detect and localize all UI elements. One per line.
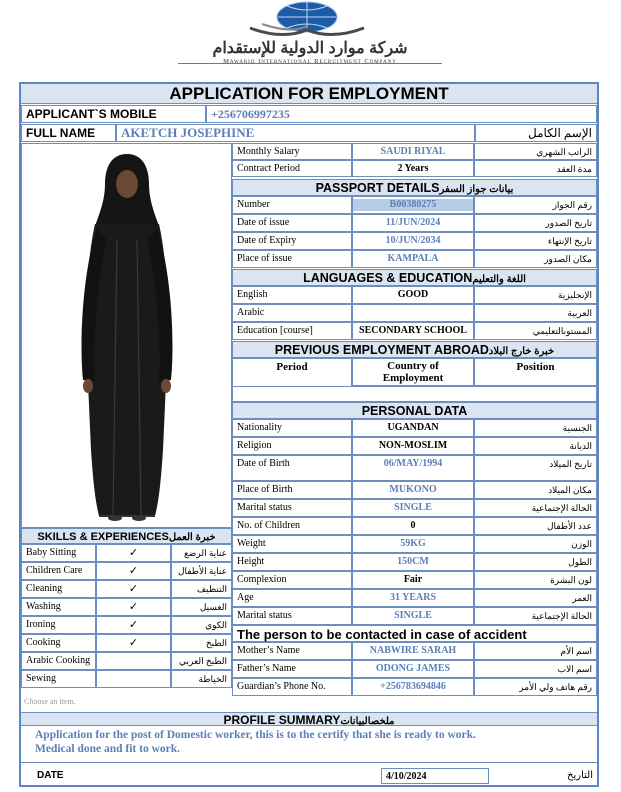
languages-header-ar: اللغة والتعليم [472, 274, 526, 285]
profile-summary-header-ar: ملخصالبيانات [340, 716, 395, 727]
personal-row-4-label: Marital status [232, 499, 352, 517]
personal-row-6-label: Weight [232, 535, 352, 553]
personal-row-7-label: Height [232, 553, 352, 571]
skill-row-6-ar: الطبخ العربي [171, 652, 232, 670]
abroad-col-period: Period [232, 358, 352, 386]
personal-row-10-label: Marital status [232, 607, 352, 625]
personal-row-9-value: 31 YEARS [352, 589, 474, 607]
personal-row-9-ar: العمر [474, 589, 597, 607]
abroad-header-ar: خبرة خارج البلاد [488, 346, 555, 357]
personal-row-5-value: 0 [352, 517, 474, 535]
passport-row-2-value: 10/JUN/2034 [352, 232, 474, 250]
skill-row-2-check: ✓ [96, 580, 171, 598]
contact-row-0-label: Mother’s Name [232, 642, 352, 660]
personal-row-0-value: UGANDAN [352, 419, 474, 437]
skills-header-en: SKILLS & EXPERIENCES [37, 531, 169, 543]
fullname-ar: الإسم الكامل [475, 124, 597, 142]
personal-row-1-ar: الديانة [474, 437, 597, 455]
contract-row-1-value: 2 Years [352, 160, 474, 177]
skill-row-6-label: Arabic Cooking [21, 652, 96, 670]
languages-row-1-label: Arabic [232, 304, 352, 322]
company-name-ar: شركة موارد الدولية للإستقدام [212, 40, 408, 57]
skill-row-2-ar: التنظيف [171, 580, 232, 598]
contact-row-0-value: NABWIRE SARAH [352, 642, 474, 660]
passport-row-0-ar: رقم الجواز [474, 196, 597, 214]
contract-row-1-label: Contract Period [232, 160, 352, 177]
skill-row-5-check: ✓ [96, 634, 171, 652]
personal-row-2-ar: تاريخ الميلاد [474, 455, 597, 481]
personal-header [232, 402, 597, 419]
skills-header-ar: خبرة العمل [168, 532, 216, 543]
form-title: APPLICATION FOR EMPLOYMENT [21, 84, 597, 104]
skills-header [21, 528, 232, 544]
skill-row-3-check: ✓ [96, 598, 171, 616]
passport-row-1-ar: تاريخ الصدور [474, 214, 597, 232]
mobile-label: APPLICANT`S MOBILE [21, 105, 206, 123]
applicant-photo [21, 143, 232, 528]
skill-row-1-label: Children Care [21, 562, 96, 580]
abroad-header-en: PREVIOUS EMPLOYMENT ABROAD [274, 343, 489, 357]
languages-row-1-value [352, 304, 474, 322]
mobile-value: +256706997235 [206, 105, 597, 123]
contact-row-2-ar: رقم هاتف ولي الأمر [474, 678, 597, 696]
contact-row-2-value: +256783694846 [352, 678, 474, 696]
profile-summary-header [21, 712, 597, 726]
personal-row-8-label: Complexion [232, 571, 352, 589]
contact-row-0-ar: اسم الأم [474, 642, 597, 660]
skill-row-6-check [96, 652, 171, 670]
languages-row-0-value: GOOD [352, 286, 474, 304]
skill-row-0-check: ✓ [96, 544, 171, 562]
personal-row-8-ar: لون البشرة [474, 571, 597, 589]
personal-row-4-ar: الحالة الإجتماعية [474, 499, 597, 517]
skill-row-2-label: Cleaning [21, 580, 96, 598]
contact-row-1-label: Father’s Name [232, 660, 352, 678]
date-label: DATE [37, 770, 64, 781]
passport-row-1-label: Date of issue [232, 214, 352, 232]
choose-item-placeholder[interactable]: Choose an item. [24, 697, 76, 706]
passport-row-2-ar: تاريخ الإنتهاء [474, 232, 597, 250]
personal-row-9-label: Age [232, 589, 352, 607]
abroad-col-country: Country of Employment [352, 358, 474, 386]
contact-row-1-ar: اسم الاب [474, 660, 597, 678]
personal-header-en: PERSONAL DATA [361, 404, 468, 418]
applicant-figure-icon [77, 150, 177, 522]
languages-header-en: LANGUAGES & EDUCATION [303, 271, 473, 285]
personal-row-1-value: NON-MOSLIM [352, 437, 474, 455]
skill-row-7-label: Sewing [21, 670, 96, 688]
passport-row-3-ar: مكان الصدور [474, 250, 597, 268]
skill-row-4-check: ✓ [96, 616, 171, 634]
personal-row-2-label: Date of Birth [232, 455, 352, 481]
personal-row-3-label: Place of Birth [232, 481, 352, 499]
company-logo [150, 0, 470, 72]
contact-row-1-value: ODONG JAMES [352, 660, 474, 678]
passport-row-0-label: Number [232, 196, 352, 214]
date-ar: التاريخ [567, 770, 593, 781]
passport-header-ar: بيانات جواز السفر [439, 184, 514, 195]
personal-row-1-label: Religion [232, 437, 352, 455]
personal-row-0-label: Nationality [232, 419, 352, 437]
personal-row-7-value: 150CM [352, 553, 474, 571]
contract-row-0-value: SAUDI RIYAL [352, 143, 474, 160]
date-value: 4/10/2024 [381, 768, 489, 784]
personal-row-6-ar: الوزن [474, 535, 597, 553]
personal-row-7-ar: الطول [474, 553, 597, 571]
passport-row-3-label: Place of issue [232, 250, 352, 268]
contract-row-1-ar: مدة العقد [474, 160, 597, 177]
personal-row-5-ar: عدد الأطفال [474, 517, 597, 535]
skill-row-1-check: ✓ [96, 562, 171, 580]
personal-row-0-ar: الجنسية [474, 419, 597, 437]
profile-summary-header-en: PROFILE SUMMARY [223, 713, 341, 727]
personal-row-10-value: SINGLE [352, 607, 474, 625]
personal-row-4-value: SINGLE [352, 499, 474, 517]
company-name-en: Mawarid International Recruitment Company [223, 58, 397, 65]
personal-row-10-ar: الحالة الإجتماعية [474, 607, 597, 625]
abroad-empty-row [232, 386, 597, 402]
fullname-value: AKETCH JOSEPHINE [116, 124, 475, 142]
personal-row-5-label: No. of Children [232, 517, 352, 535]
personal-row-3-ar: مكان الميلاد [474, 481, 597, 499]
skill-row-7-ar: الخياطة [171, 670, 232, 688]
passport-row-3-value: KAMPALA [352, 250, 474, 268]
profile-summary-text: Application for the post of Domestic worker, this is to the certify that she is ready to work. Medical done and fit to work. [35, 729, 476, 755]
passport-header [232, 179, 597, 196]
fullname-label: FULL NAME [21, 124, 116, 142]
skill-row-4-label: Ironing [21, 616, 96, 634]
globe-logo-icon [242, 0, 372, 40]
skill-row-5-ar: الطبخ [171, 634, 232, 652]
skill-row-0-ar: عناية الرضع [171, 544, 232, 562]
passport-row-1-value: 11/JUN/2024 [352, 214, 474, 232]
skill-row-7-check [96, 670, 171, 688]
contract-row-0-label: Monthly Salary [232, 143, 352, 160]
profile-summary-divider [21, 762, 597, 763]
passport-row-0-value: B00380275 [352, 196, 474, 214]
personal-row-6-value: 59KG [352, 535, 474, 553]
languages-row-0-label: English [232, 286, 352, 304]
languages-row-2-value: SECONDARY SCHOOL [352, 322, 474, 340]
contact-row-2-label: Guardian’s Phone No. [232, 678, 352, 696]
abroad-header [232, 341, 597, 358]
contact-header: The person to be contacted in case of accident [232, 625, 597, 642]
personal-row-8-value: Fair [352, 571, 474, 589]
languages-row-2-ar: المستوىالتعليمي [474, 322, 597, 340]
skill-row-0-label: Baby Sitting [21, 544, 96, 562]
passport-header-en: PASSPORT DETAILS [315, 181, 440, 195]
languages-header [232, 269, 597, 286]
contract-row-0-ar: الراتب الشهري [474, 143, 597, 160]
languages-row-2-label: Education [course] [232, 322, 352, 340]
languages-row-0-ar: الإنجليزية [474, 286, 597, 304]
personal-row-2-value: 06/MAY/1994 [352, 455, 474, 481]
skill-row-4-ar: الكوي [171, 616, 232, 634]
personal-row-3-value: MUKONO [352, 481, 474, 499]
passport-row-2-label: Date of Expiry [232, 232, 352, 250]
skill-row-1-ar: عناية الأطفال [171, 562, 232, 580]
skill-row-5-label: Cooking [21, 634, 96, 652]
skill-row-3-ar: الغسيل [171, 598, 232, 616]
languages-row-1-ar: العربية [474, 304, 597, 322]
abroad-col-position: Position [474, 358, 597, 386]
skill-row-3-label: Washing [21, 598, 96, 616]
